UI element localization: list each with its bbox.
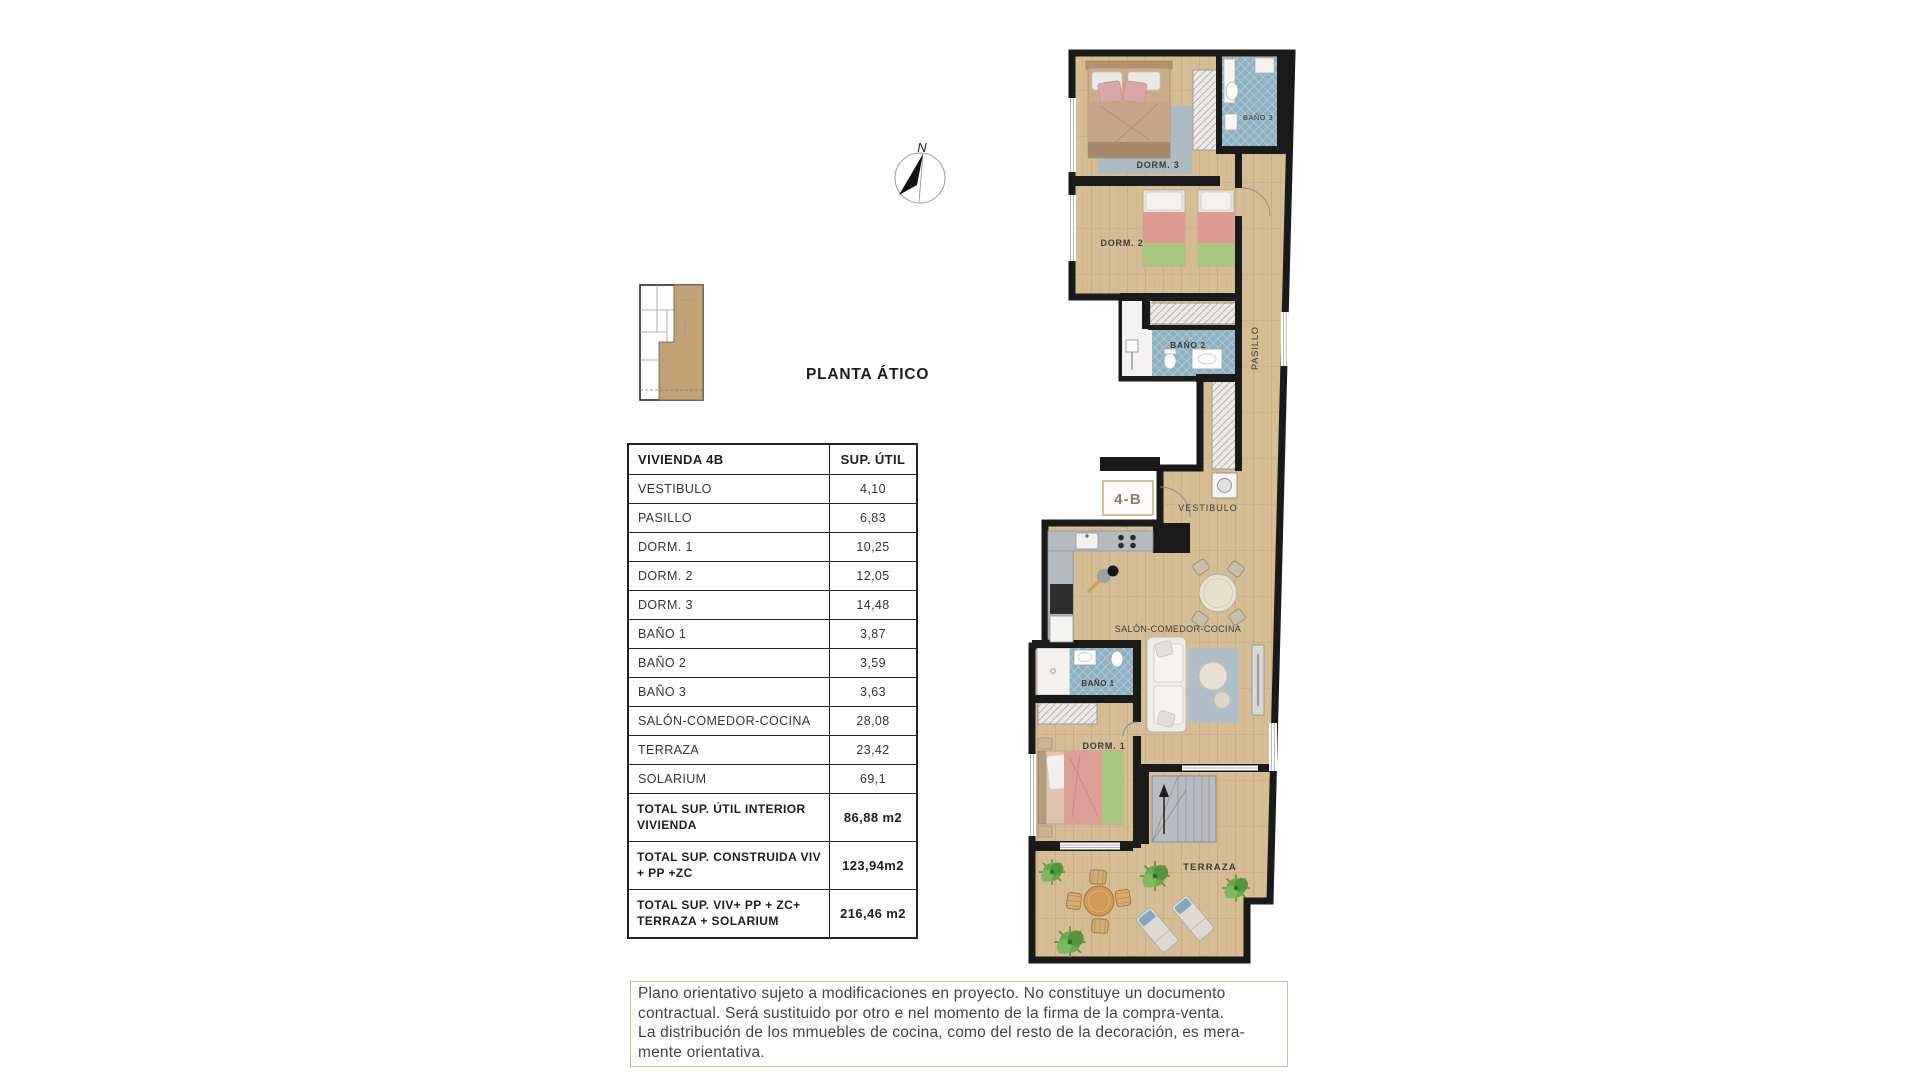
row-label: DORM. 1 [629,533,830,561]
dorm1-furniture [1038,738,1126,837]
row-value: 3,87 [860,627,886,641]
row-value: 69,1 [860,772,886,786]
area-table [627,443,918,939]
row-label: TERRAZA [629,736,830,764]
room-label-bano-1: BAÑO 1 [1081,679,1115,688]
disclaimer-line: Plano orientativo sujeto a modificaciones en proyecto. No constituye un documento [638,985,1226,1002]
living-rug [1188,648,1239,722]
floor-plan [1020,46,1306,968]
row-label: BAÑO 1 [629,620,830,648]
washing-machine [1212,473,1237,498]
page-title: PLANTA ÁTICO [806,366,930,383]
unit-badge [1103,481,1153,515]
table-row [629,620,916,649]
disclaimer-line: contractual. Será sustituido por otro e nel momento de la firma de la compra-venta. [638,1004,1225,1022]
table-row [629,736,916,765]
table-row [629,591,916,620]
total-label: TOTAL SUP. CONSTRUIDA VIV + PP +ZC [629,842,830,889]
room-label-dorm-2: DORM. 2 [1100,238,1144,248]
disclaimer-line: mente orientativa. [638,1043,765,1061]
row-value: 23,42 [856,743,890,757]
room-label-bano-2: BAÑO 2 [1170,340,1206,350]
room-label-dorm-1: DORM. 1 [1082,741,1126,751]
sideboard [1252,645,1264,715]
table-row [629,649,916,678]
unit-badge-label: 4-B [1114,491,1142,508]
key-plan [637,280,709,408]
room-label-vestibulo: VESTIBULO [1178,503,1238,513]
room-label-dorm-3: DORM. 3 [1136,160,1180,170]
total-value: 86,88 m2 [843,810,903,825]
room-label-pasillo: PASILLO [1250,326,1260,370]
table-header-area: SUP. ÚTIL [840,452,906,467]
row-label: BAÑO 3 [629,678,830,706]
row-value: 3,63 [860,685,886,699]
row-value: 14,48 [856,598,890,612]
area-table-header [629,445,916,475]
room-label-terraza: TERRAZA [1183,862,1237,873]
row-label: SALÓN-COMEDOR-COCINA [629,707,830,735]
stairs [1152,776,1216,842]
compass-north-label: N [917,140,927,155]
table-total-row [629,890,916,937]
table-row [629,707,916,736]
row-value: 4,10 [860,482,886,496]
table-total-row [629,842,916,890]
table-header-unit: VIVIENDA 4B [629,445,830,474]
table-total-row [629,794,916,842]
table-row [629,533,916,562]
compass [886,134,956,208]
row-label: PASILLO [629,504,830,532]
table-row [629,765,916,794]
row-value: 10,25 [856,540,890,554]
row-label: BAÑO 2 [629,649,830,677]
table-row [629,678,916,707]
room-bano3 [1222,57,1277,150]
table-row [629,504,916,533]
room-label-bano-3: BAÑO 3 [1243,113,1273,122]
total-label: TOTAL SUP. ÚTIL INTERIOR VIVIENDA [629,794,830,841]
total-value: 216,46 m2 [840,906,906,921]
table-row [629,562,916,591]
disclaimer-box [630,981,1288,1067]
room-label-salon: SALÓN-COMEDOR-COCINA [1114,624,1242,634]
sofa [1147,637,1186,732]
row-value: 3,59 [860,656,886,670]
row-value: 12,05 [856,569,890,583]
row-label: DORM. 2 [629,562,830,590]
wall [1277,50,1292,154]
row-value: 28,08 [856,714,890,728]
row-label: VESTIBULO [629,475,830,503]
total-value: 123,94m2 [842,858,904,873]
row-label: SOLARIUM [629,765,830,793]
row-label: DORM. 3 [629,591,830,619]
row-value: 6,83 [860,511,886,525]
disclaimer-line: La distribución de los mmuebles de cocina, como del resto de la decoración, es mera- [638,1024,1245,1041]
total-label: TOTAL SUP. VIV+ PP + ZC+ TERRAZA + SOLARIUM [629,890,830,937]
table-row [629,475,916,504]
